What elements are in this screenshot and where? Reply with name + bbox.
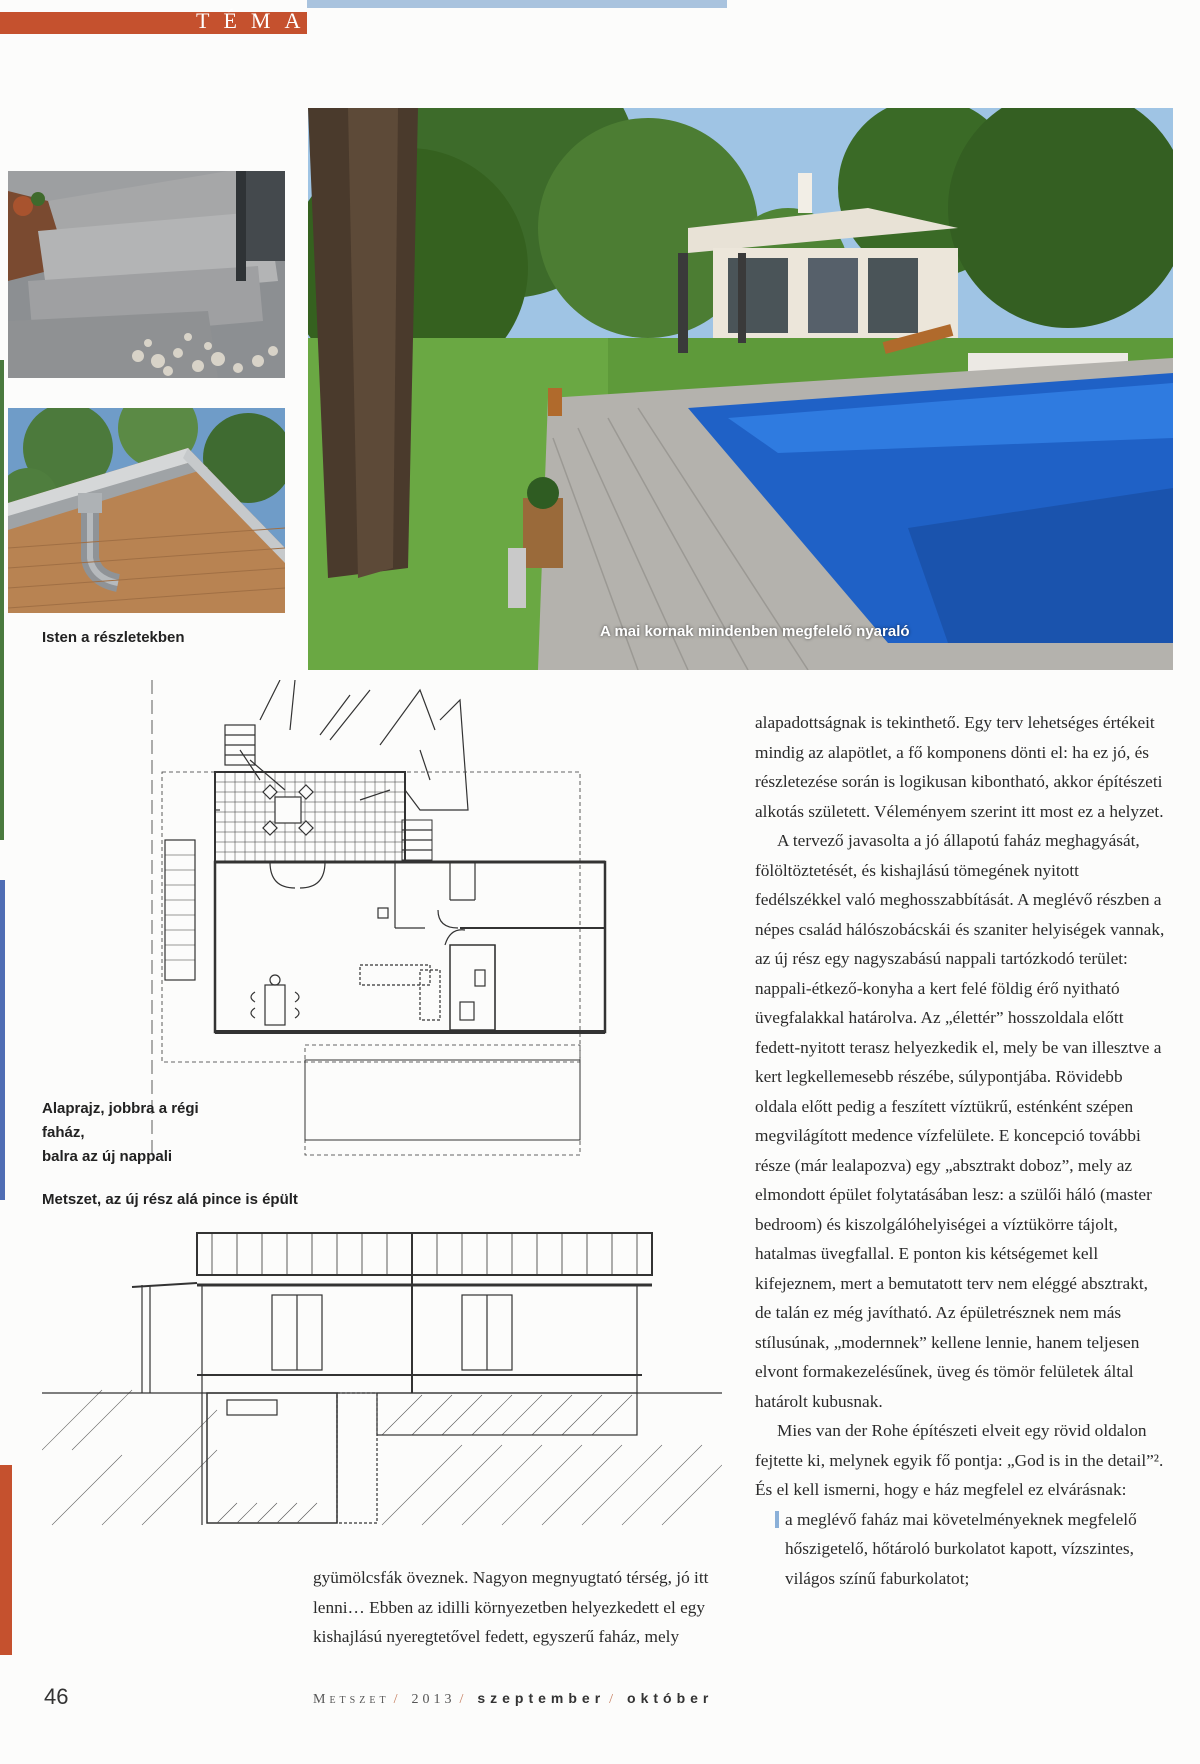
floor-plan-caption-line2: balra az új nappali: [42, 1148, 173, 1165]
summer-house-pool-photo: [308, 108, 1173, 670]
floor-plan-caption-line1: Alaprajz, jobbra a régi faház,: [42, 1100, 199, 1141]
floor-plan-caption: [42, 1097, 242, 1169]
details-caption: Isten a részletekben: [42, 629, 185, 646]
bullet-marker: [775, 1511, 779, 1528]
paragraph-2: A tervező javasolta a jó állapotú faház meghagyását, fölöltöztetését, és kishajlású tömegének nyitott fedélszékkel való meghosszabbítását. A meglévő részben a népes család hálószobácskái és szaniter helyiségek vannak, az új rész egy nagyszabású nappali tartózkodó terület: nappali-étkező-konyha a kert felé földig érő nyitható üvegfalakkal határolva. Az „élettér” hosszoldala előtt fedett-nyitott terasz helyezkedik el, mely be van illesztve a kert legkellemesebb részébe, súlypontjába. Rövidebb oldala előtt pedig a feszített víztükrű, esténként szépen megvilágított medence vízfelülete. E koncepció további része (már lealapozva) egy „absztrakt doboz”, mely az elmondott épület folytatásában lesz: a szülői háló (master bedroom) és kiszolgálóhelyiségei a víztükörre tájolt, hatalmas üvegfallal. E ponton kis kétségemet kell kifejeznem, mert a bemutatott terv nem eléggé absztrakt, de talán ez még javítható. Az épületrésznek nem más stílusúnak, „modernnek” kellene lennie, hanem teljesen elvont formakezelésűnek, üveg és tömör felületek által határolt kubusnak.: [755, 831, 1165, 1411]
edge-strip-red: [0, 1465, 12, 1655]
top-accent-bar-blue: [307, 0, 727, 8]
stone-stairs-photo: [8, 171, 285, 378]
roof-gutter-photo: [8, 408, 285, 613]
paragraph-mid: gyümölcsfák öveznek. Nagyon megnyugtató térség, jó itt lenni… Ebben az idilli környezetben helyezkedett el egy kishajlású nyeregtetővel fedett, egyszerű faház, mely: [313, 1568, 709, 1646]
edge-strip-blue: [0, 880, 5, 1200]
edge-strip-green: [0, 360, 4, 840]
middle-text-column: [313, 1563, 733, 1652]
section-caption: Metszet, az új rész alá pince is épült: [42, 1191, 298, 1208]
section-label: TÉMA: [196, 8, 315, 33]
paragraph-3: Mies van der Rohe építészeti elveit egy rövid oldalon fejtette ki, melynek egyik fő pontja: „God is in the detail”². És el kell ismerni, hogy e ház megfelel ez elvárásnak:: [755, 1421, 1164, 1499]
right-text-column: [755, 708, 1167, 1593]
page-number: 46: [44, 1684, 69, 1709]
floor-plan-drawing: [120, 680, 620, 1160]
paragraph-1: alapadottságnak is tekinthető. Egy terv lehetséges értékeit mindig az alapötlet, a fő komponens dönti el: ha ez jó, és részletezése során is logikusan kibontható, akkor építészeti alkotás született. Véleményem szerint itt most ez a helyzet.: [755, 713, 1164, 821]
footer-year: 2013: [411, 1692, 456, 1707]
footer-line: Metszet / 2013 / szeptember / október: [313, 1690, 714, 1707]
footer-magazine: Metszet: [313, 1692, 390, 1707]
footer-month2: október: [627, 1690, 714, 1706]
main-photo-caption: A mai kornak mindenben megfelelő nyaraló: [600, 623, 910, 640]
footer-month1: szeptember: [477, 1690, 606, 1706]
bullet-text: a meglévő faház mai követelményeknek megfelelő hőszigetelő, hőtároló burkolatot kapott, vízszintes, világos színű faburkolatot;: [785, 1509, 1137, 1588]
bullet-item: [755, 1505, 1167, 1594]
cross-section-drawing: [42, 1225, 722, 1530]
